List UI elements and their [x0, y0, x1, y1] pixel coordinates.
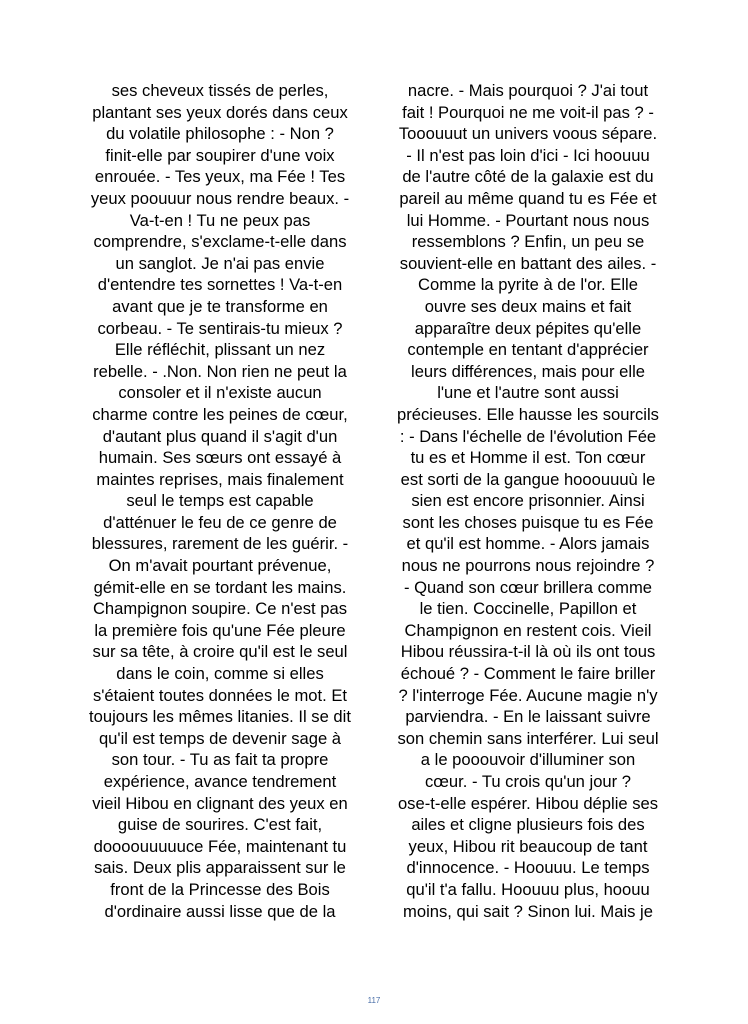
text-line: nacre. - Mais pourquoi ? J'ai tout	[407, 81, 649, 100]
text-line: guise de sourires. C'est fait,	[117, 815, 323, 835]
text-line: est sorti de la gangue hooouuuù le	[400, 469, 656, 489]
left-text-column	[70, 80, 370, 922]
text-line: ailes et cligne plusieurs fois des	[411, 815, 645, 835]
text-line: de l'autre côté de la galaxie est du	[402, 167, 654, 187]
text-line: échoué ? - Comment le faire briller	[400, 664, 656, 684]
text-line: cœur. - Tu crois qu'un jour ?	[424, 772, 632, 791]
text-line: blessures, rarement de les guérir. -	[91, 534, 349, 554]
text-line: toujours les mêmes litanies. Il se dit	[89, 707, 351, 727]
text-line: d'ordinaire aussi lisse que de la	[104, 901, 336, 921]
text-line: ose-t-elle espérer. Hibou déplie ses	[397, 793, 659, 813]
text-line: l'une et l'autre sont aussi	[437, 383, 619, 403]
text-line: qu'il est temps de devenir sage à	[98, 728, 342, 748]
text-line: s'étaient toutes données le mot. Et	[92, 685, 348, 705]
text-line: nous ne pourrons nous rejoindre ?	[401, 556, 655, 576]
text-line: Champignon soupire. Ce n'est pas	[92, 599, 348, 619]
text-line: Hibou réussira-t-il là où ils ont tous	[400, 642, 656, 662]
text-line: précieuses. Elle hausse les sourcils	[397, 404, 659, 424]
text-line: ses cheveux tissés de perles,	[111, 81, 329, 100]
text-line: yeux, Hibou rit beaucoup de tant	[408, 836, 648, 856]
text-line: a le pooouvoir d'illuminer son	[420, 750, 636, 770]
text-line: Tooouuut un univers voous sépare.	[398, 124, 658, 144]
text-line: enrouée. - Tes yeux, ma Fée ! Tes	[94, 167, 346, 187]
text-line: contemple en tentant d'apprécier	[407, 340, 649, 360]
text-line: maintes reprises, mais finalement	[96, 469, 344, 489]
text-line: pareil au même quand tu es Fée et	[399, 188, 657, 208]
text-line: ? l'interroge Fée. Aucune magie n'y	[398, 685, 658, 705]
text-line: plantant ses yeux dorés dans ceux	[92, 102, 348, 122]
text-line: - Il n'est pas loin d'ici - Ici hoouuu	[406, 145, 650, 165]
text-line: seul le temps est capable	[126, 491, 314, 511]
text-line: du volatile philosophe : - Non ?	[106, 124, 334, 144]
text-line: le tien. Coccinelle, Papillon et	[419, 599, 637, 619]
text-line: dans le coin, comme si elles	[116, 664, 324, 684]
text-line: gémit-elle en se tordant les mains.	[93, 577, 347, 597]
text-line: qu'il t'a fallu. Hoouuu plus, hoouu	[406, 879, 650, 899]
text-line: ouvre ses deux mains et fait	[424, 296, 632, 316]
text-line: un sanglot. Je n'ai pas envie	[115, 253, 325, 273]
text-line: avant que je te transforme en	[112, 296, 328, 316]
right-text-column	[378, 80, 678, 922]
text-line: rebelle. - .Non. Non rien ne peut la	[93, 361, 347, 381]
text-line: et qu'il est homme. - Alors jamais	[406, 534, 650, 554]
text-line: ressemblons ? Enfin, un peu se	[411, 232, 645, 252]
text-line: moins, qui sait ? Sinon lui. Mais je	[403, 901, 653, 921]
text-line: vieil Hibou en clignant des yeux en	[92, 793, 348, 813]
text-line: d'entendre tes sornettes ! Va-t-en	[97, 275, 343, 295]
text-line: tu es et Homme il est. Ton cœur	[410, 448, 646, 468]
text-line: son tour. - Tu as fait ta propre	[111, 750, 329, 770]
text-line: doooouuuuuce Fée, maintenant tu	[93, 836, 347, 856]
text-line: front de la Princesse des Bois	[110, 879, 330, 899]
text-line: sais. Deux plis apparaissent sur le	[94, 858, 346, 878]
text-line: sur sa tête, à croire qu'il est le seul	[92, 642, 348, 662]
text-line: Comme la pyrite à de l'or. Elle	[418, 275, 638, 295]
text-line: d'atténuer le feu de ce genre de	[103, 512, 337, 532]
text-line: apparaître deux pépites qu'elle	[414, 318, 642, 338]
text-line: Elle réfléchit, plissant un nez	[114, 340, 326, 360]
text-line: yeux poouuur nous rendre beaux. -	[90, 188, 350, 208]
text-line: consoler et il n'existe aucun	[118, 383, 322, 403]
text-line: corbeau. - Te sentirais-tu mieux ?	[97, 318, 343, 338]
text-line: la première fois qu'une Fée pleure	[94, 620, 346, 640]
text-line: Va-t-en ! Tu ne peux pas	[129, 210, 311, 230]
text-line: On m'avait pourtant prévenue,	[108, 556, 332, 576]
text-line: souvient-elle en battant des ailes. -	[399, 253, 657, 273]
text-line: d'autant plus quand il s'agit d'un	[102, 426, 338, 446]
text-line: - Quand son cœur brillera comme	[403, 577, 653, 597]
text-line: : - Dans l'échelle de l'évolution Fée	[399, 426, 657, 446]
text-line: humain. Ses sœurs ont essayé à	[98, 448, 342, 468]
page-number: 117	[367, 996, 381, 1005]
text-line: finit-elle par soupirer d'une voix	[105, 145, 335, 165]
text-line: comprendre, s'exclame-t-elle dans	[93, 232, 347, 252]
text-line: parviendra. - En le laissant suivre	[405, 707, 651, 727]
text-line: Champignon en restent cois. Vieil	[404, 620, 652, 640]
text-line: expérience, avance tendrement	[103, 772, 337, 791]
text-line: sont les choses puisque tu es Fée	[402, 512, 654, 532]
text-line: charme contre les peines de cœur,	[92, 404, 348, 424]
text-line: fait ! Pourquoi ne me voit-il pas ? -	[402, 102, 654, 122]
text-line: lui Homme. - Pourtant nous nous	[406, 210, 650, 230]
text-line: d'innocence. - Hoouuu. Le temps	[406, 858, 650, 878]
text-line: leurs différences, mais pour elle	[411, 361, 645, 381]
text-line: sien est encore prisonnier. Ainsi	[411, 491, 645, 511]
text-line: son chemin sans interférer. Lui seul	[397, 728, 659, 748]
